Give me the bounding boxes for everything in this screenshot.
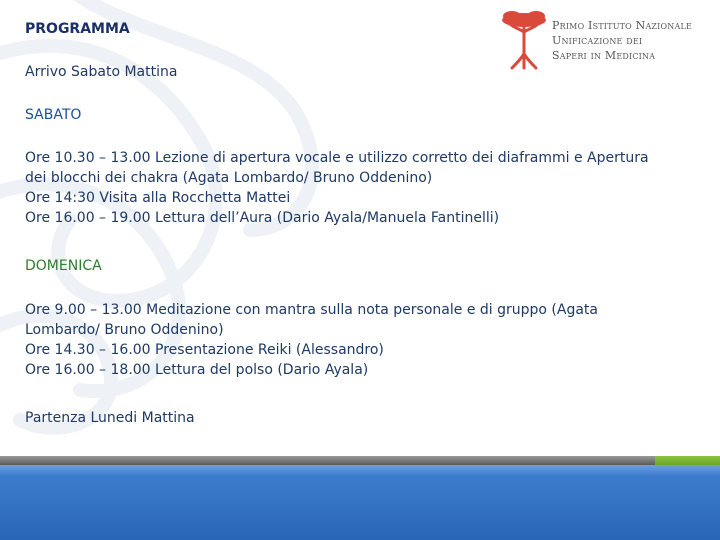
footer-accent-bar <box>655 456 720 465</box>
saturday-schedule <box>25 148 685 228</box>
arrival-note: Arrivo Sabato Mattina <box>25 64 178 80</box>
schedule-line: Ore 16.00 – 18.00 Lettura del polso (Dario Ayala) <box>25 362 369 378</box>
saturday-heading: SABATO <box>25 107 82 123</box>
footer-divider-bar <box>0 456 655 465</box>
schedule-line: Ore 9.00 – 13.00 Meditazione con mantra sulla nota personale e di gruppo (Agata <box>25 302 598 318</box>
schedule-line: Ore 10.30 – 13.00 Lezione di apertura vocale e utilizzo corretto dei diaframmi e Apertura <box>25 150 649 166</box>
schedule-line: Ore 16.00 – 19.00 Lettura dell’Aura (Dario Ayala/Manuela Fantinelli) <box>25 210 500 226</box>
footer-band <box>0 465 720 540</box>
sunday-heading: DOMENICA <box>25 258 102 274</box>
program-title: PROGRAMMA <box>25 21 130 37</box>
schedule-line: dei blocchi dei chakra (Agata Lombardo/ Bruno Oddenino) <box>25 170 433 186</box>
schedule-line: Lombardo/ Bruno Oddenino) <box>25 322 224 338</box>
departure-note: Partenza Lunedi Mattina <box>25 410 195 426</box>
logo-line-2: Unificazione dei <box>552 34 643 47</box>
logo-line-1: Primo Istituto Nazionale <box>552 19 693 32</box>
logo-line-3: Saperi in Medicina <box>552 49 656 62</box>
schedule-line: Ore 14.30 – 16.00 Presentazione Reiki (Alessandro) <box>25 342 384 358</box>
schedule-line: Ore 14:30 Visita alla Rocchetta Mattei <box>25 190 291 206</box>
sunday-schedule <box>25 300 685 380</box>
